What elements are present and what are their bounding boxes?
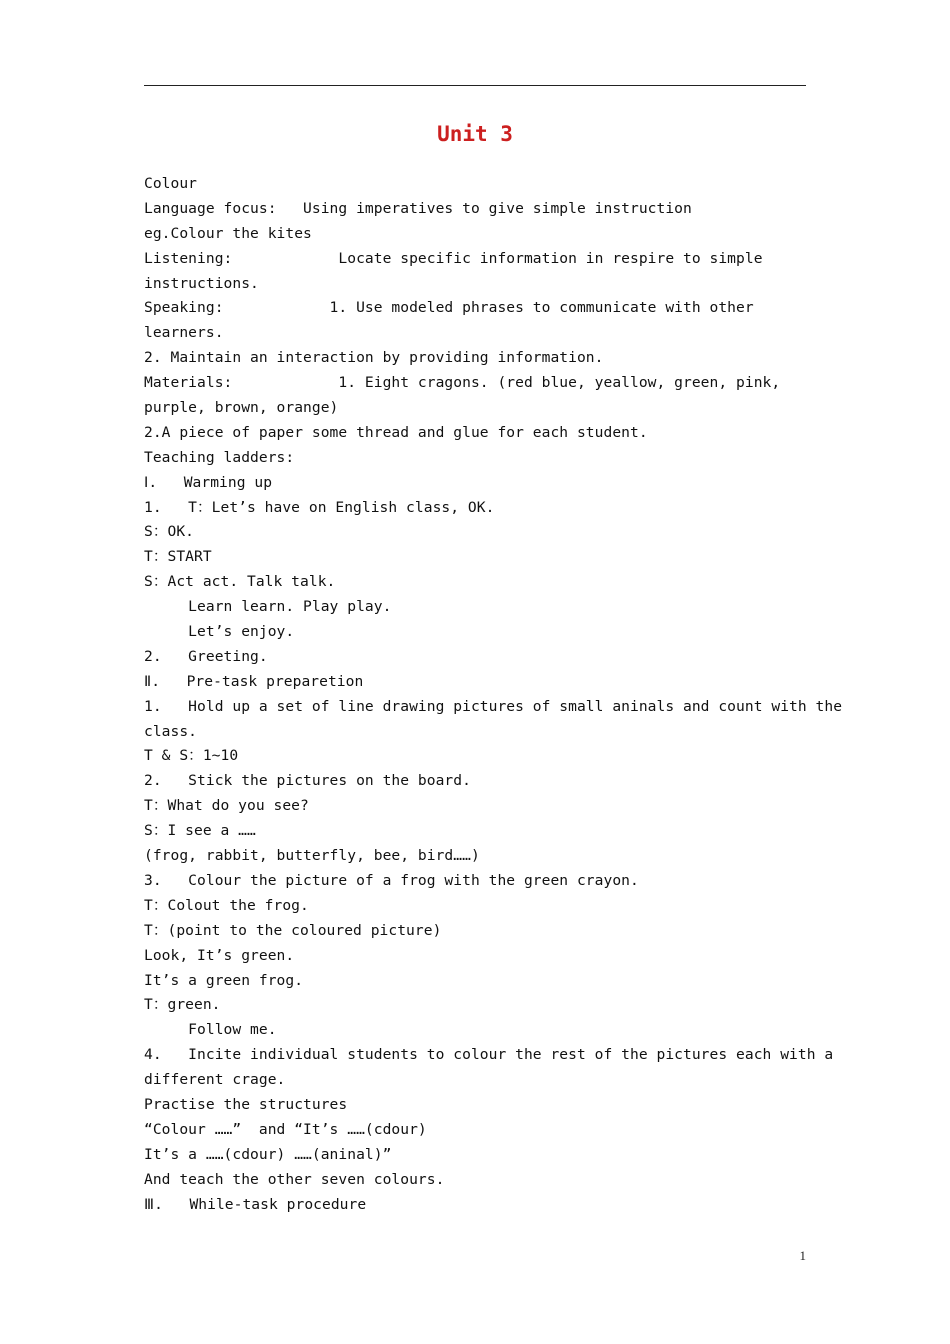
text-line: Let’s enjoy. [144,623,295,641]
page-number: 1 [799,1248,806,1263]
document-body [144,172,843,1217]
text-line: Follow me. [144,1021,277,1039]
text-line: T：What do you see? [144,797,309,815]
text-line: S：Act act. Talk talk. [144,573,336,591]
section-heading: Ⅰ. Warming up [144,473,273,491]
text-line: 2. Stick the pictures on the board. [144,772,471,790]
text-line: 4. Incite individual students to colour the rest of the pictures each with a [144,1046,834,1064]
text-line: T & S：1~10 [144,747,239,765]
text-line: instructions. [144,274,259,292]
text-line: And teach the other seven colours. [144,1170,445,1188]
text-line: Speaking: 1. Use modeled phrases to communicate with other [144,299,754,317]
text-line: T：(point to the coloured picture) [144,921,442,939]
header-rule [144,85,806,86]
text-line: 1. T：Let’s have on English class, OK. [144,498,495,516]
text-line: Language focus: Using imperatives to give simple instruction [144,199,692,217]
text-line: (frog, rabbit, butterfly, bee, bird……) [144,847,480,865]
text-line: T：Colout the frog. [144,896,309,914]
text-line: Materials: 1. Eight cragons. (red blue, yeallow, green, pink, [144,374,781,392]
text-line: learners. [144,324,224,342]
text-line: Colour [144,175,198,192]
text-line: Look, It’s green. [144,946,295,964]
text-line: purple, brown, orange) [144,399,339,417]
section-heading: Ⅲ. While-task procedure [144,1195,367,1213]
text-line: It’s a green frog. [144,971,304,989]
text-line: S：OK. [144,523,194,541]
text-line: 2. Maintain an interaction by providing information. [144,349,604,367]
text-line: 1. Hold up a set of line drawing pictures of small aninals and count with the [144,697,843,715]
text-line: Learn learn. Play play. [144,598,392,616]
section-heading: Ⅱ. Pre-task preparetion [144,672,364,690]
text-line: eg.Colour the kites [144,224,312,242]
text-line: Practise the structures [144,1095,348,1113]
text-line: Teaching ladders: [144,448,295,466]
page-title: Unit 3 [437,122,513,146]
text-line: T：START [144,548,212,566]
text-line: different crage. [144,1071,286,1089]
text-line: 3. Colour the picture of a frog with the green crayon. [144,871,639,889]
text-line: T：green. [144,996,221,1014]
text-line: class. [144,722,198,740]
text-line: “Colour ……” and “It’s ……(cdour) [144,1120,427,1138]
text-line: Listening: Locate specific information in respire to simple [144,249,763,267]
text-line: 2. Greeting. [144,647,268,665]
text-line: 2.A piece of paper some thread and glue for each student. [144,423,648,441]
text-line: S：I see a …… [144,822,256,840]
text-line: It’s a ……(cdour) ……(aninal)” [144,1145,392,1163]
